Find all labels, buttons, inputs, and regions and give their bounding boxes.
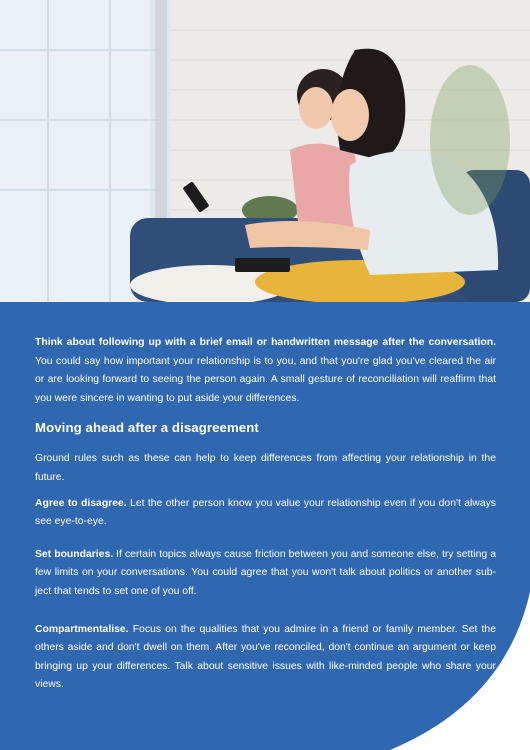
item-text: Focus on the qualities that you admire in a friend or family member. Set the others aside and don't dwell on them. After you've reconciled, don't continue an argument or keep bringing up your differences. Talk about sensitive issues with like-minded people who share your views. [35, 623, 496, 691]
intro-text: You could say how important your relationship is to you, and that you're glad you've cleared the air or are looking forward to seeing the person again. A small gesture of reconciliation will reaffirm that you were sincere in wanting to put aside your differences. [35, 355, 496, 404]
item-title: Compartmentalise. [35, 623, 129, 635]
item-text: Let the other person know you value your relationship even if you don't always see eye-to-eye. [35, 497, 496, 528]
item-title: Agree to disagree. [35, 497, 127, 509]
item-text: If certain topics always cause friction between you and someone else, try setting a few limits on your conversations. You could agree that you won't talk about politics or another sub-ject that tends to set one of you off. [35, 548, 496, 597]
item-title: Set boundaries. [35, 548, 114, 560]
photo-illustration [0, 0, 530, 302]
item-agree [35, 495, 496, 532]
intro-paragraph [35, 334, 496, 408]
section-heading: Moving ahead after a disagreement [35, 420, 259, 436]
intro-bold: Think about following up with a brief email or handwritten message after the conversation. [35, 337, 496, 348]
item-boundaries [35, 546, 496, 602]
hero-photo [0, 0, 530, 302]
tablet [235, 258, 290, 272]
section-intro: Ground rules such as these can help to keep differences from affecting your relationship in the future. [35, 453, 496, 483]
item-compartmentalise [35, 621, 496, 695]
article-body [35, 334, 496, 695]
